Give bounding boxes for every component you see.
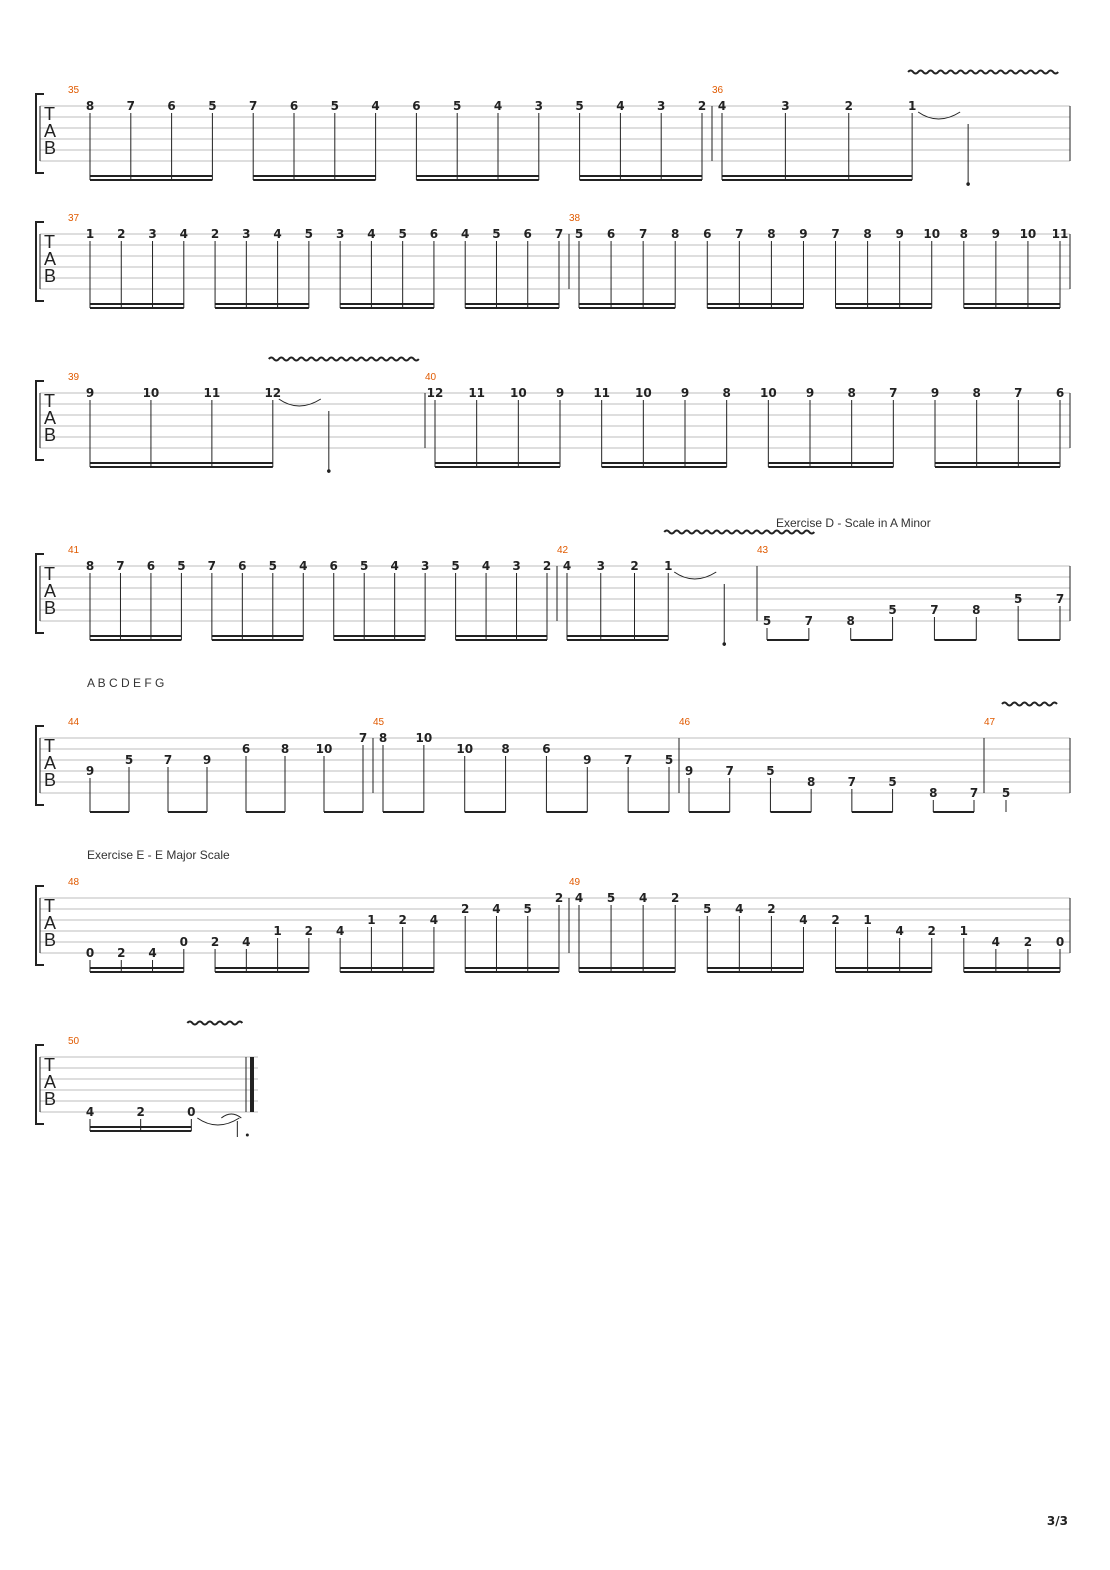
tab-clef-letter: A bbox=[44, 913, 57, 933]
tab-clef-letter: T bbox=[44, 104, 55, 124]
fret-number: 4 bbox=[562, 559, 572, 573]
tab-clef-letter: T bbox=[44, 564, 55, 584]
fret-number: 4 bbox=[481, 559, 491, 573]
fret-number: 5 bbox=[451, 559, 460, 573]
fret-number: 9 bbox=[680, 386, 690, 400]
fret-number: 11 bbox=[1051, 227, 1069, 241]
tab-clef-letter: B bbox=[44, 930, 57, 950]
fret-number: 7 bbox=[116, 559, 125, 573]
rest-dot bbox=[722, 642, 726, 646]
fret-number: 9 bbox=[805, 386, 815, 400]
fret-number: 5 bbox=[888, 775, 897, 789]
fret-number: 10 bbox=[315, 742, 333, 756]
fret-number: 6 bbox=[703, 227, 712, 241]
fret-number: 7 bbox=[163, 753, 173, 767]
fret-number: 5 bbox=[453, 99, 462, 113]
fret-number: 8 bbox=[85, 99, 95, 113]
measure-number: 47 bbox=[984, 717, 996, 728]
fret-number: 1 bbox=[273, 924, 282, 938]
fret-number: 2 bbox=[767, 902, 776, 916]
fret-number: 9 bbox=[799, 227, 808, 241]
fret-number: 3 bbox=[657, 99, 666, 113]
measure-number: 38 bbox=[569, 213, 581, 224]
fret-number: 4 bbox=[335, 924, 345, 938]
fret-number: 9 bbox=[684, 764, 694, 778]
fret-number: 2 bbox=[630, 559, 639, 573]
fret-number: 11 bbox=[203, 386, 221, 400]
fret-number: 6 bbox=[241, 742, 251, 756]
fret-number: 4 bbox=[717, 99, 727, 113]
fret-number: 3 bbox=[781, 99, 790, 113]
rest-dot bbox=[327, 469, 331, 473]
fret-number: 7 bbox=[554, 227, 564, 241]
vibrato-mark bbox=[269, 358, 419, 361]
page-number: 3/3 bbox=[1046, 1514, 1068, 1528]
fret-number: 4 bbox=[179, 227, 188, 241]
notes-line: A B C D E F G bbox=[87, 676, 165, 690]
fret-number: 10 bbox=[456, 742, 474, 756]
system-1 bbox=[36, 85, 1070, 186]
fret-number: 10 bbox=[142, 386, 160, 400]
fret-number: 5 bbox=[330, 99, 339, 113]
fret-number: 1 bbox=[959, 924, 968, 938]
fret-number: 4 bbox=[148, 946, 157, 960]
fret-number: 9 bbox=[202, 753, 212, 767]
fret-number: 3 bbox=[534, 99, 543, 113]
fret-number: 5 bbox=[664, 753, 674, 767]
vibrato-mark bbox=[187, 1022, 242, 1025]
tab-clef-letter: B bbox=[44, 770, 57, 790]
fret-number: 3 bbox=[596, 559, 605, 573]
tab-clef-letter: T bbox=[44, 391, 55, 411]
fret-number: 7 bbox=[735, 227, 744, 241]
tab-clef-letter: B bbox=[44, 1089, 57, 1109]
fret-number: 4 bbox=[461, 227, 470, 241]
fret-number: 5 bbox=[208, 99, 217, 113]
fret-number: 2 bbox=[1023, 935, 1033, 949]
fret-number: 11 bbox=[593, 386, 611, 400]
measure-number: 39 bbox=[68, 372, 80, 383]
fret-number: 8 bbox=[929, 786, 938, 800]
fret-number: 8 bbox=[280, 742, 290, 756]
fret-number: 5 bbox=[177, 559, 186, 573]
fret-number: 3 bbox=[148, 227, 157, 241]
tab-clef-letter: T bbox=[44, 736, 55, 756]
fret-number: 7 bbox=[1055, 592, 1065, 606]
fret-number: 1 bbox=[85, 227, 95, 241]
fret-number: 4 bbox=[895, 924, 904, 938]
system-2 bbox=[36, 213, 1070, 308]
fret-number: 8 bbox=[846, 614, 855, 628]
fret-number: 1 bbox=[664, 559, 673, 573]
exercise-d-title: Exercise D - Scale in A Minor bbox=[776, 516, 931, 530]
fret-number: 5 bbox=[606, 891, 616, 905]
fret-number: 7 bbox=[847, 775, 857, 789]
vibrato-mark bbox=[908, 71, 1058, 74]
fret-number: 4 bbox=[799, 913, 808, 927]
fret-number: 5 bbox=[304, 227, 314, 241]
fret-number: 5 bbox=[398, 227, 407, 241]
fret-number: 6 bbox=[1055, 386, 1065, 400]
fret-number: 5 bbox=[1001, 786, 1011, 800]
exercise-e-title: Exercise E - E Major Scale bbox=[87, 848, 230, 862]
fret-number: 5 bbox=[124, 753, 134, 767]
fret-number: 8 bbox=[959, 227, 968, 241]
fret-number: 4 bbox=[493, 99, 503, 113]
tab-clef-letter: A bbox=[44, 753, 57, 773]
measure-number: 43 bbox=[757, 545, 769, 556]
fret-number: 7 bbox=[638, 227, 648, 241]
system-6 bbox=[36, 877, 1070, 972]
fret-number: 2 bbox=[844, 99, 853, 113]
fret-number: 4 bbox=[735, 902, 744, 916]
fret-number: 6 bbox=[523, 227, 532, 241]
fret-number: 2 bbox=[831, 913, 840, 927]
fret-number: 8 bbox=[847, 386, 856, 400]
fret-number: 4 bbox=[574, 891, 584, 905]
tab-clef-letter: B bbox=[44, 425, 57, 445]
fret-number: 3 bbox=[420, 559, 430, 573]
fret-number: 7 bbox=[1014, 386, 1023, 400]
fret-number: 2 bbox=[927, 924, 936, 938]
fret-number: 7 bbox=[126, 99, 135, 113]
fret-number: 5 bbox=[574, 227, 584, 241]
fret-number: 5 bbox=[268, 559, 277, 573]
fret-number: 2 bbox=[542, 559, 552, 573]
measure-number: 40 bbox=[425, 372, 437, 383]
tab-clef-letter: A bbox=[44, 121, 57, 141]
measure-number: 42 bbox=[557, 545, 569, 556]
fret-number: 1 bbox=[863, 913, 872, 927]
fret-number: 8 bbox=[806, 775, 816, 789]
fret-number: 6 bbox=[146, 559, 156, 573]
fret-number: 5 bbox=[523, 902, 532, 916]
fret-number: 10 bbox=[1019, 227, 1037, 241]
fret-number: 12 bbox=[426, 386, 444, 400]
tie-arc bbox=[674, 572, 716, 579]
fret-number: 7 bbox=[930, 603, 939, 617]
fret-number: 3 bbox=[512, 559, 521, 573]
measure-number: 49 bbox=[569, 877, 581, 888]
fret-number: 5 bbox=[492, 227, 501, 241]
measure-number: 41 bbox=[68, 545, 80, 556]
fret-number: 3 bbox=[242, 227, 251, 241]
fret-number: 8 bbox=[972, 386, 981, 400]
fret-number: 5 bbox=[360, 559, 369, 573]
fret-number: 0 bbox=[1055, 935, 1065, 949]
fret-number: 7 bbox=[207, 559, 217, 573]
tab-clef-letter: T bbox=[44, 232, 55, 252]
fret-number: 6 bbox=[238, 559, 247, 573]
final-barline-thick bbox=[250, 1057, 254, 1112]
fret-number: 4 bbox=[616, 99, 625, 113]
measure-number: 46 bbox=[679, 717, 691, 728]
fret-number: 2 bbox=[136, 1105, 145, 1119]
fret-number: 2 bbox=[210, 935, 220, 949]
fret-number: 4 bbox=[991, 935, 1001, 949]
fret-number: 7 bbox=[249, 99, 258, 113]
fret-number: 5 bbox=[1013, 592, 1023, 606]
fret-number: 8 bbox=[501, 742, 510, 756]
fret-number: 4 bbox=[242, 935, 251, 949]
fret-number: 10 bbox=[759, 386, 777, 400]
fret-number: 7 bbox=[969, 786, 979, 800]
fret-number: 8 bbox=[722, 386, 731, 400]
tab-clef-letter: B bbox=[44, 138, 57, 158]
fret-number: 6 bbox=[412, 99, 421, 113]
measure-number: 45 bbox=[373, 717, 385, 728]
vibrato-mark bbox=[1002, 703, 1057, 706]
fret-number: 6 bbox=[289, 99, 299, 113]
fret-number: 2 bbox=[554, 891, 564, 905]
tab-clef-letter: A bbox=[44, 408, 57, 428]
measure-number: 44 bbox=[68, 717, 80, 728]
fret-number: 5 bbox=[766, 764, 775, 778]
measure-number: 36 bbox=[712, 85, 724, 96]
tab-clef-letter: A bbox=[44, 1072, 57, 1092]
fret-number: 10 bbox=[509, 386, 527, 400]
system-7 bbox=[36, 1036, 258, 1137]
fret-number: 4 bbox=[492, 902, 501, 916]
fret-number: 0 bbox=[187, 1105, 196, 1119]
fret-number: 1 bbox=[367, 913, 376, 927]
fret-number: 2 bbox=[398, 913, 407, 927]
fret-number: 10 bbox=[634, 386, 652, 400]
fret-number: 8 bbox=[85, 559, 95, 573]
fret-number: 4 bbox=[273, 227, 282, 241]
measure-number: 50 bbox=[68, 1036, 80, 1047]
measure-number: 35 bbox=[68, 85, 80, 96]
fret-number: 7 bbox=[831, 227, 840, 241]
fret-number: 6 bbox=[429, 227, 439, 241]
fret-number: 10 bbox=[415, 731, 433, 745]
fret-number: 5 bbox=[888, 603, 897, 617]
fret-number: 9 bbox=[895, 227, 904, 241]
tab-clef-letter: B bbox=[44, 598, 57, 618]
fret-number: 0 bbox=[85, 946, 95, 960]
fret-number: 8 bbox=[972, 603, 981, 617]
fret-number: 2 bbox=[117, 227, 126, 241]
fret-number: 4 bbox=[638, 891, 648, 905]
fret-number: 9 bbox=[85, 764, 95, 778]
fret-number: 4 bbox=[429, 913, 439, 927]
fret-number: 10 bbox=[923, 227, 941, 241]
fret-number: 2 bbox=[117, 946, 126, 960]
fret-number: 4 bbox=[390, 559, 399, 573]
fret-number: 8 bbox=[863, 227, 872, 241]
fret-number: 12 bbox=[264, 386, 282, 400]
fret-number: 4 bbox=[299, 559, 308, 573]
fret-number: 2 bbox=[210, 227, 220, 241]
fret-number: 2 bbox=[304, 924, 314, 938]
measure-number: 48 bbox=[68, 877, 80, 888]
fret-number: 9 bbox=[555, 386, 565, 400]
fret-number: 1 bbox=[907, 99, 917, 113]
tab-clef-letter: A bbox=[44, 249, 57, 269]
tie-arc bbox=[279, 399, 321, 406]
fret-number: 7 bbox=[358, 731, 368, 745]
fret-number: 2 bbox=[461, 902, 470, 916]
fret-number: 7 bbox=[725, 764, 734, 778]
system-5 bbox=[36, 717, 1070, 812]
fret-number: 8 bbox=[767, 227, 776, 241]
fret-number: 8 bbox=[671, 227, 680, 241]
tie-arc bbox=[197, 1118, 239, 1125]
fret-number: 2 bbox=[697, 99, 707, 113]
fret-number: 11 bbox=[468, 386, 486, 400]
fret-number: 6 bbox=[606, 227, 616, 241]
fret-number: 7 bbox=[804, 614, 814, 628]
fret-number: 6 bbox=[167, 99, 176, 113]
fret-number: 5 bbox=[575, 99, 584, 113]
fret-number: 9 bbox=[85, 386, 95, 400]
fret-number: 5 bbox=[703, 902, 712, 916]
tie-arc bbox=[221, 1114, 241, 1118]
tab-clef-letter: B bbox=[44, 266, 57, 286]
dot bbox=[246, 1134, 249, 1137]
tab-clef-letter: A bbox=[44, 581, 57, 601]
fret-number: 6 bbox=[542, 742, 551, 756]
vibrato-mark bbox=[664, 531, 814, 534]
tab-clef-letter: T bbox=[44, 896, 55, 916]
fret-number: 4 bbox=[367, 227, 376, 241]
fret-number: 9 bbox=[930, 386, 940, 400]
measure-number: 37 bbox=[68, 213, 80, 224]
rest-dot bbox=[966, 182, 970, 186]
fret-number: 3 bbox=[335, 227, 345, 241]
fret-number: 7 bbox=[623, 753, 633, 767]
tab-clef-letter: T bbox=[44, 1055, 55, 1075]
fret-number: 0 bbox=[179, 935, 188, 949]
fret-number: 5 bbox=[762, 614, 772, 628]
fret-number: 9 bbox=[583, 753, 592, 767]
tie-arc bbox=[918, 112, 960, 119]
fret-number: 8 bbox=[378, 731, 388, 745]
fret-number: 2 bbox=[671, 891, 680, 905]
fret-number: 7 bbox=[889, 386, 898, 400]
fret-number: 4 bbox=[85, 1105, 95, 1119]
fret-number: 4 bbox=[371, 99, 380, 113]
system-4 bbox=[36, 545, 1070, 646]
fret-number: 6 bbox=[329, 559, 338, 573]
fret-number: 9 bbox=[991, 227, 1001, 241]
system-3 bbox=[36, 372, 1070, 473]
